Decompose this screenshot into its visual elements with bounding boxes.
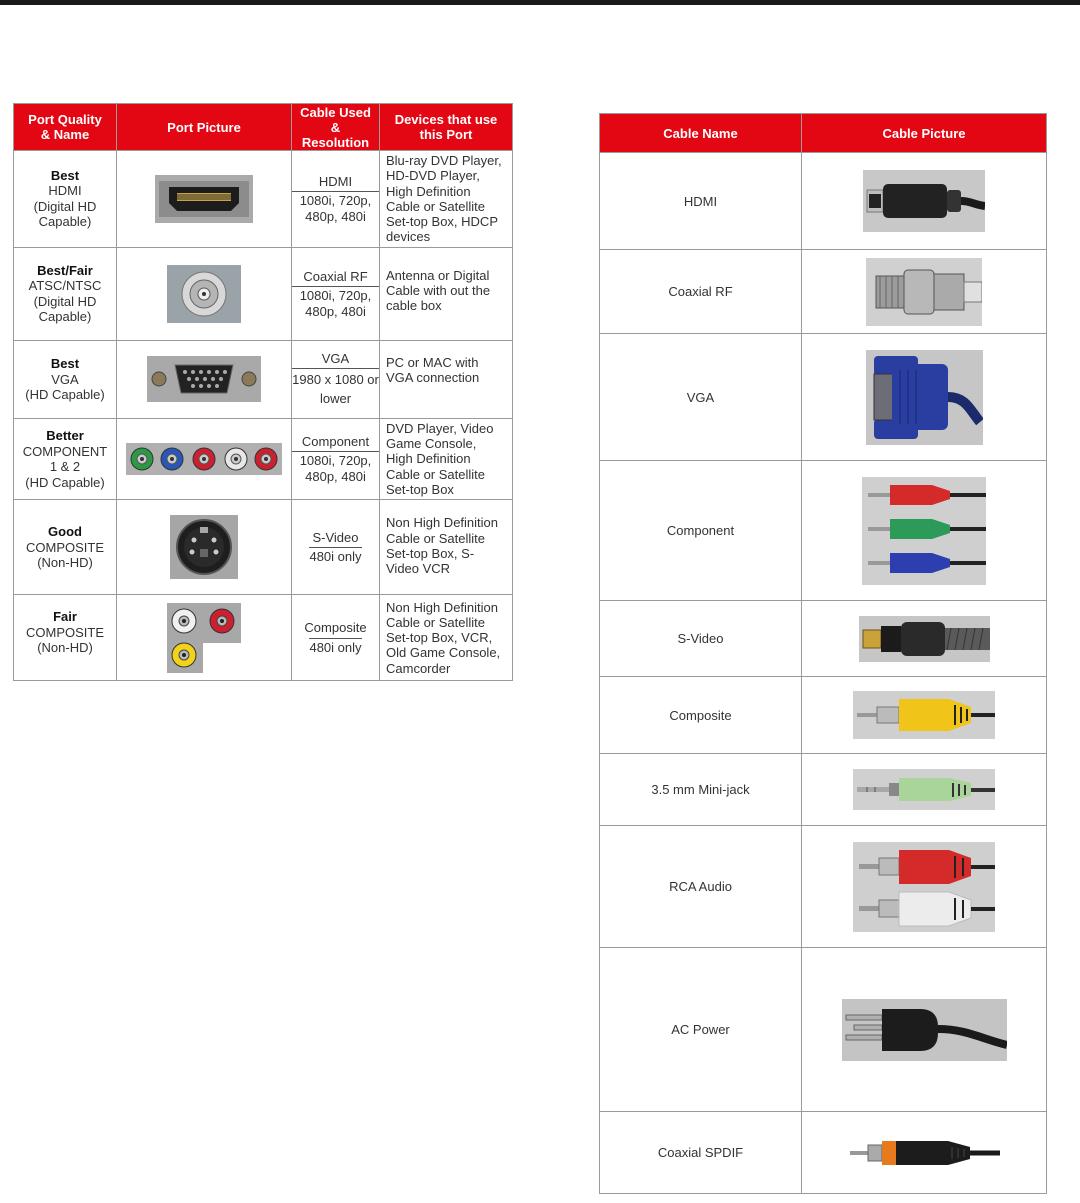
cable-name: Component	[600, 461, 802, 601]
cable-picture-cell	[802, 334, 1047, 461]
port-name-line: 1 & 2	[49, 459, 81, 475]
coaxial-cable-icon	[866, 258, 982, 326]
port-quality: Best	[50, 167, 80, 183]
svideo-port-icon	[117, 515, 291, 579]
cable-resolution: 480i only	[309, 549, 362, 565]
port-cable-cell	[292, 418, 380, 499]
port-quality: Good	[48, 524, 82, 540]
ac-power-cable-icon	[842, 999, 1007, 1061]
cables-table	[599, 113, 1047, 1194]
cable-picture-cell	[802, 461, 1047, 601]
cable-name: HDMI	[318, 173, 353, 189]
port-devices: Non High Definition Cable or Satellite Set-top Box, S-Video VCR	[380, 500, 513, 595]
coaxial-spdif-cable-icon	[848, 1135, 1000, 1171]
table-row	[14, 151, 513, 248]
port-quality: Best/Fair	[37, 262, 93, 278]
cable-name: HDMI	[600, 153, 802, 250]
port-quality-cell	[14, 500, 117, 595]
cable-picture-cell	[802, 601, 1047, 677]
table-row	[14, 247, 513, 340]
port-devices: Antenna or Digital Cable with out the cable box	[380, 247, 513, 340]
port-cable-cell	[292, 595, 380, 681]
cable-name: 3.5 mm Mini-jack	[600, 754, 802, 826]
cable-picture-cell	[802, 948, 1047, 1112]
table-row	[600, 754, 1047, 826]
cable-resolution: 1080i, 720p, 480p, 480i	[292, 451, 379, 484]
port-quality: Best	[50, 356, 80, 372]
component-cable-icon	[862, 477, 986, 585]
vga-cable-icon	[866, 350, 983, 445]
vga-port-icon	[117, 356, 291, 402]
svideo-cable-icon	[859, 616, 990, 662]
table-row	[14, 595, 513, 681]
port-name-line: VGA	[51, 371, 79, 387]
port-picture-cell	[117, 247, 292, 340]
coaxial-port-icon	[117, 265, 291, 323]
port-name-line: (Digital HD	[33, 293, 97, 309]
hdmi-cable-icon	[863, 170, 985, 232]
cable-picture-cell	[802, 677, 1047, 754]
top-rule	[0, 0, 1080, 5]
rca-audio-cable-icon	[853, 842, 995, 932]
cable-resolution: 1080i, 720p, 480p, 480i	[292, 286, 379, 319]
port-name-line: (Non-HD)	[37, 555, 93, 571]
port-cable-cell	[292, 247, 380, 340]
cable-resolution: 1080i, 720p, 480p, 480i	[292, 191, 379, 224]
port-name-line: Capable)	[38, 309, 92, 325]
port-cable-cell	[292, 340, 380, 418]
cable-resolution: 1980 x 1080 or lower	[292, 368, 379, 408]
composite-port-icon	[117, 603, 291, 673]
table-row	[600, 601, 1047, 677]
port-name-line: (HD Capable)	[25, 387, 105, 403]
cables-header-picture: Cable Picture	[802, 114, 1047, 153]
composite-cable-icon	[853, 691, 995, 739]
table-row	[600, 334, 1047, 461]
port-name-line: Capable)	[38, 214, 92, 230]
port-quality-cell	[14, 595, 117, 681]
table-row	[600, 250, 1047, 334]
cable-name: Coaxial RF	[600, 250, 802, 334]
cable-name: Component	[301, 433, 370, 449]
port-devices: Non High Definition Cable or Satellite Set-top Box, VCR, Old Game Console, Camcorder	[380, 595, 513, 681]
table-row	[14, 500, 513, 595]
port-quality-cell	[14, 340, 117, 418]
table-row	[14, 340, 513, 418]
table-row	[600, 677, 1047, 754]
port-quality: Fair	[53, 609, 77, 625]
port-name-line: COMPOSITE	[25, 624, 104, 640]
cable-name: RCA Audio	[600, 826, 802, 948]
port-devices: DVD Player, Video Game Console, High Definition Cable or Satellite Set-top Box	[380, 418, 513, 499]
ports-table	[13, 103, 513, 681]
table-row	[600, 153, 1047, 250]
port-picture-cell	[117, 500, 292, 595]
cable-name: Composite	[304, 620, 367, 636]
port-picture-cell	[117, 340, 292, 418]
hdmi-port-icon	[117, 175, 291, 223]
port-quality: Better	[46, 428, 84, 444]
port-cable-cell	[292, 500, 380, 595]
table-row	[600, 1112, 1047, 1194]
port-name-line: (Non-HD)	[37, 640, 93, 656]
cable-name: Composite	[600, 677, 802, 754]
port-name-line: ATSC/NTSC	[28, 278, 102, 294]
cable-name: AC Power	[600, 948, 802, 1112]
port-quality-cell	[14, 151, 117, 248]
cables-header-name: Cable Name	[600, 114, 802, 153]
ports-header-quality: Port Quality & Name	[14, 104, 117, 151]
ports-header-picture: Port Picture	[117, 104, 292, 151]
cable-resolution: 480i only	[309, 639, 362, 655]
component-port-icon	[117, 443, 291, 475]
port-name-line: COMPOSITE	[25, 539, 104, 555]
port-devices: Blu-ray DVD Player, HD-DVD Player, High Definition Cable or Satellite Set-top Box, HDCP devices	[380, 151, 513, 248]
table-row	[600, 826, 1047, 948]
port-picture-cell	[117, 151, 292, 248]
port-name-line: HDMI	[48, 183, 82, 199]
port-quality-cell	[14, 418, 117, 499]
port-name-line: (Digital HD	[33, 198, 97, 214]
port-picture-cell	[117, 418, 292, 499]
cable-name: S-Video	[600, 601, 802, 677]
port-devices: PC or MAC with VGA connection	[380, 340, 513, 418]
cable-name: VGA	[321, 350, 350, 366]
port-name-line: (HD Capable)	[25, 474, 105, 490]
port-cable-cell	[292, 151, 380, 248]
cable-picture-cell	[802, 826, 1047, 948]
cable-picture-cell	[802, 153, 1047, 250]
port-quality-cell	[14, 247, 117, 340]
cable-name: Coaxial SPDIF	[600, 1112, 802, 1194]
cable-picture-cell	[802, 250, 1047, 334]
cable-name: Coaxial RF	[303, 268, 368, 284]
minijack-cable-icon	[853, 769, 995, 810]
cable-picture-cell	[802, 1112, 1047, 1194]
cable-picture-cell	[802, 754, 1047, 826]
cable-name: S-Video	[312, 529, 359, 545]
cable-name: VGA	[600, 334, 802, 461]
ports-header-devices: Devices that use this Port	[380, 104, 513, 151]
table-row	[600, 461, 1047, 601]
table-row	[600, 948, 1047, 1112]
table-row	[14, 418, 513, 499]
ports-header-cable: Cable Used & Resolution	[292, 104, 380, 151]
port-picture-cell	[117, 595, 292, 681]
port-name-line: COMPONENT	[22, 443, 108, 459]
